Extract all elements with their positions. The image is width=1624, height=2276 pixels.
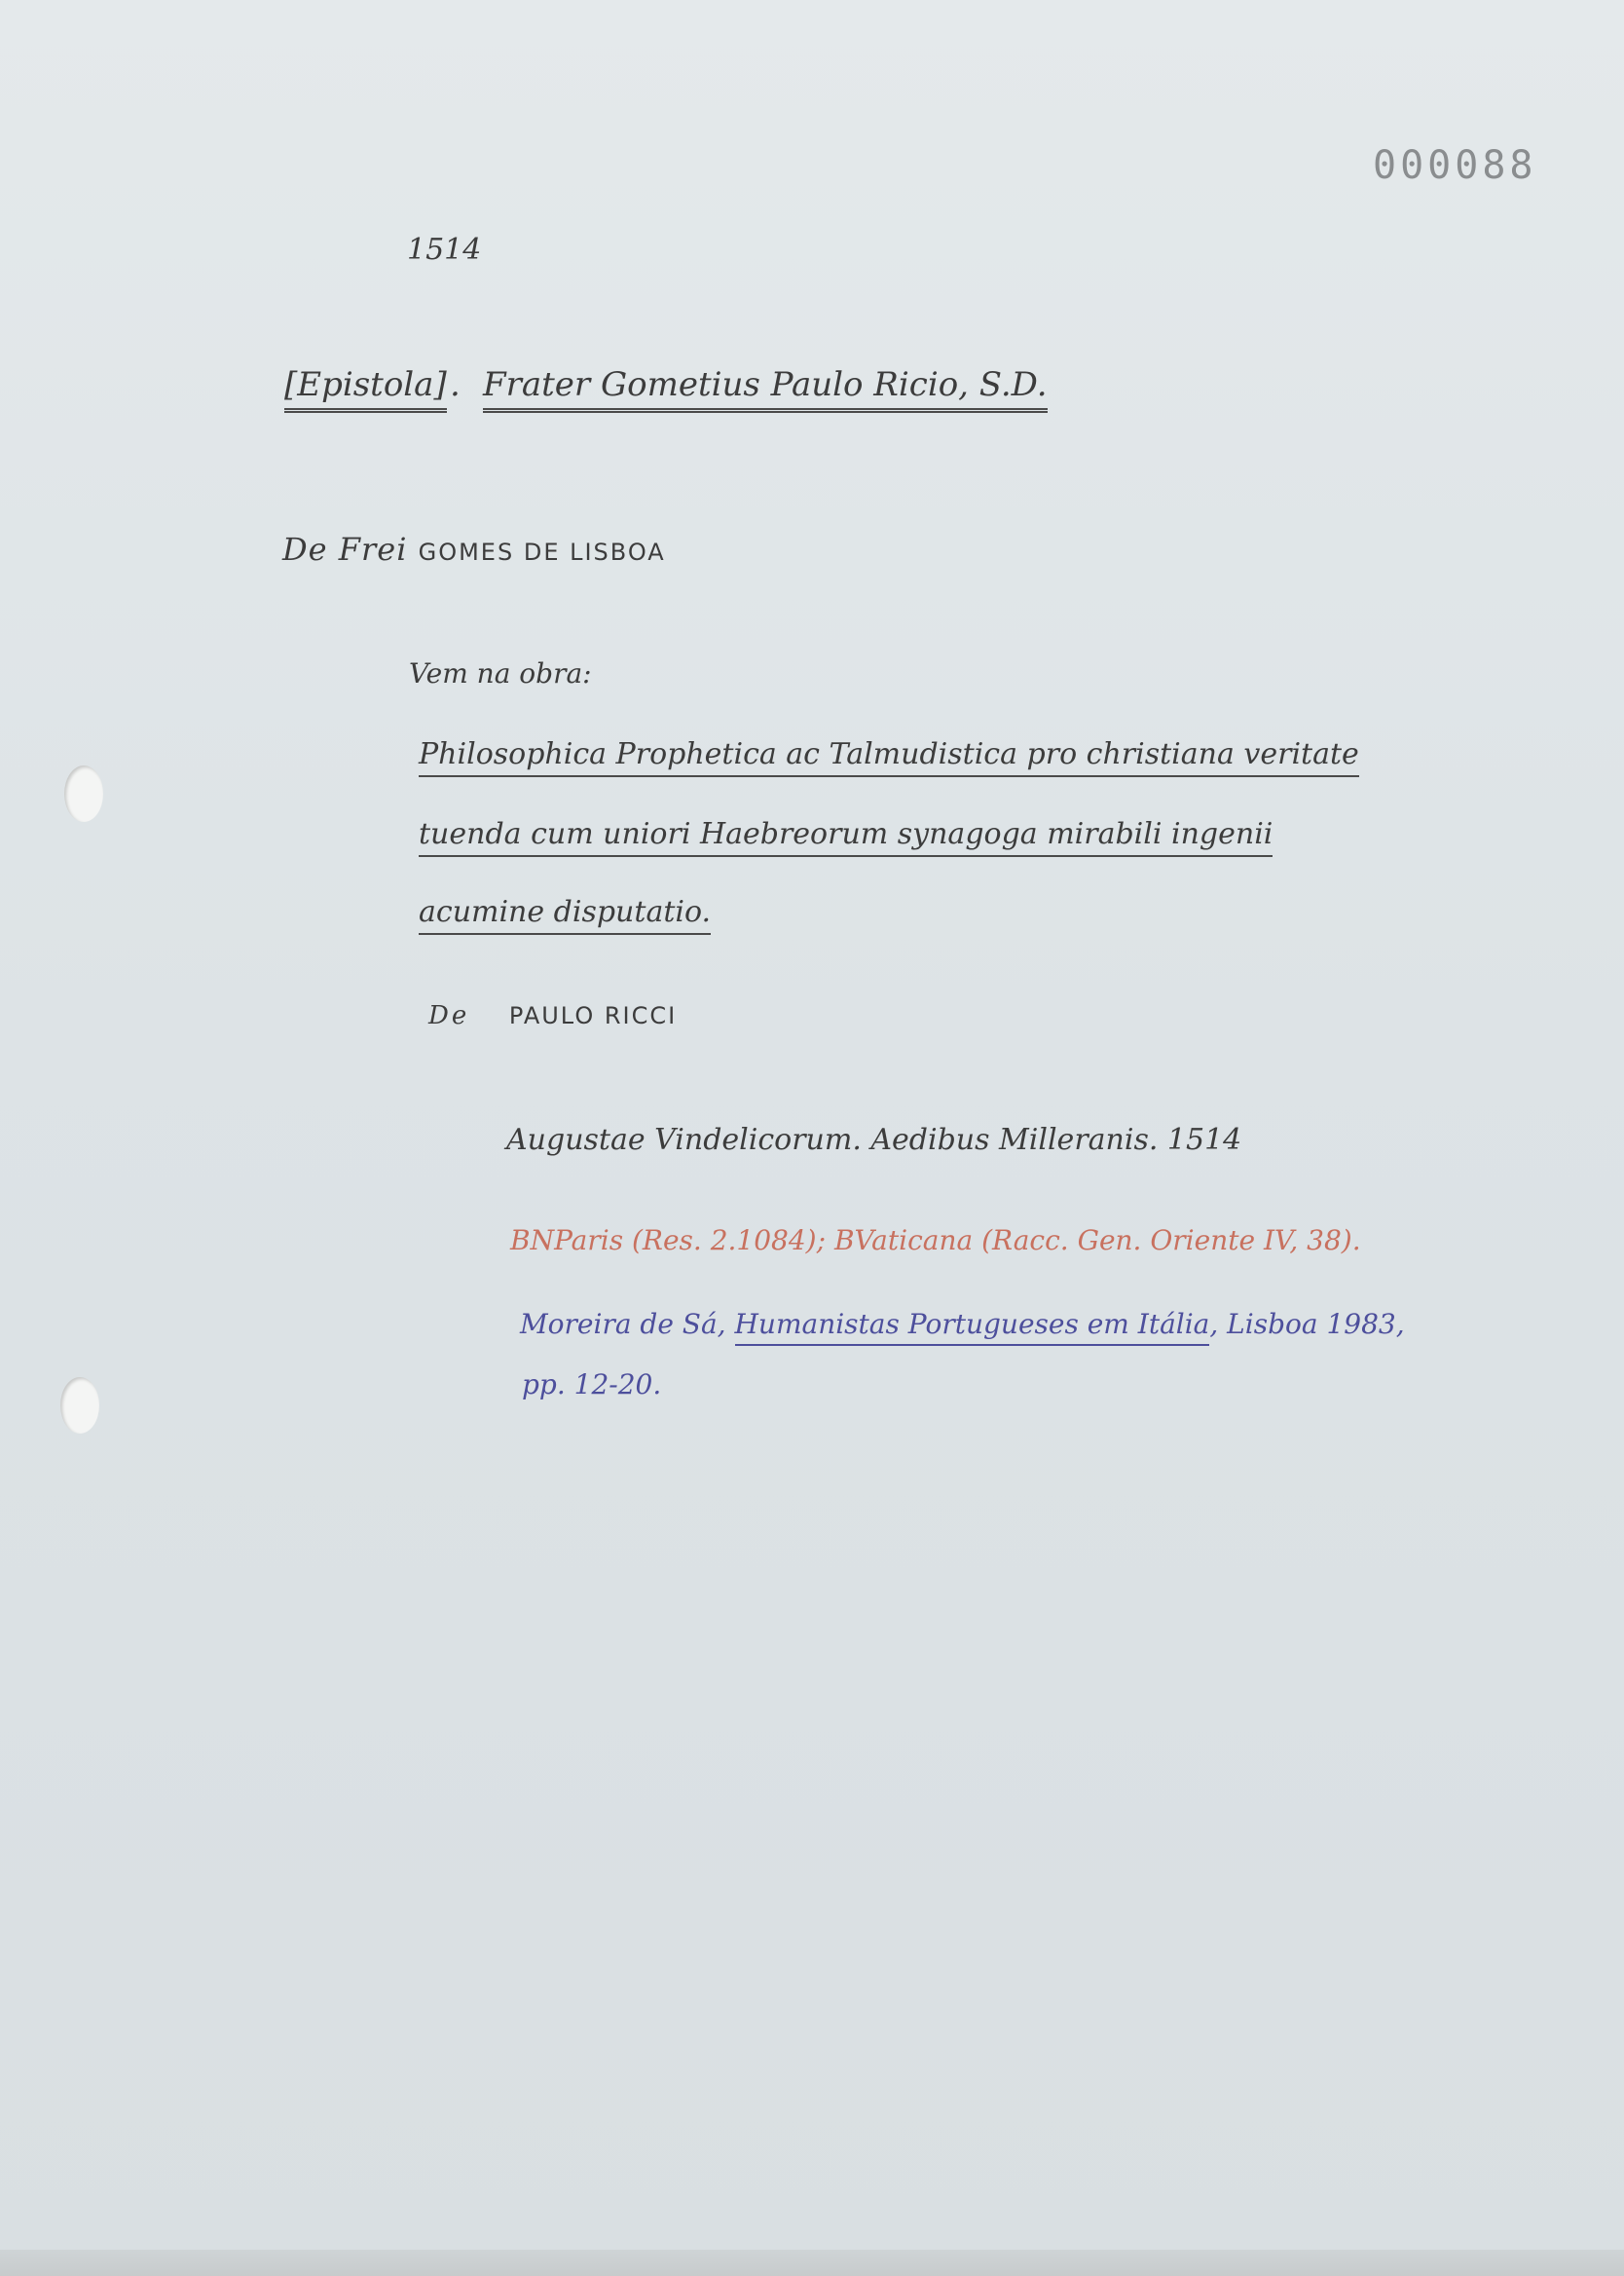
vem-na-obra: Vem na obra: bbox=[409, 657, 592, 690]
work-title-line-2: tuenda cum uniori Haebreorum synagoga mirabili ingenii bbox=[419, 820, 1273, 857]
reference-place-year: , Lisboa 1983, bbox=[1209, 1308, 1405, 1340]
heading-epistola bbox=[284, 365, 447, 404]
imprint: Augustae Vindelicorum. Aedibus Milleranis. 1514 bbox=[506, 1123, 1242, 1157]
work-author-line bbox=[428, 1003, 677, 1028]
stamp-number: 000088 bbox=[1373, 143, 1537, 188]
holdings-note: BNParis (Res. 2.1084); BVaticana (Racc. Gen. Oriente IV, 38). bbox=[510, 1224, 1361, 1256]
scan-edge bbox=[0, 2250, 1624, 2276]
reference-title: Humanistas Portugueses em Itália bbox=[735, 1308, 1210, 1346]
heading-title bbox=[483, 365, 1048, 404]
epistola-tag: [Epistola] bbox=[284, 365, 447, 413]
punch-hole-bottom bbox=[60, 1377, 99, 1434]
reference-line-1 bbox=[520, 1308, 1405, 1340]
heading-title-text: Frater Gometius Paulo Ricio, S.D. bbox=[483, 365, 1048, 413]
work-title-line-3: acumine disputatio. bbox=[419, 898, 711, 935]
work-title-line-1: Philosophica Prophetica ac Talmudistica pro christiana veritate bbox=[419, 740, 1359, 777]
reference-author: Moreira de Sá, bbox=[520, 1308, 735, 1340]
work-author-prefix: De bbox=[428, 1001, 470, 1030]
author-name: GOMES DE LISBOA bbox=[418, 539, 666, 566]
author-line bbox=[282, 531, 666, 568]
author-prefix: De Frei bbox=[282, 531, 408, 568]
reference-pages: pp. 12-20. bbox=[522, 1368, 662, 1400]
heading-separator: . bbox=[450, 365, 461, 404]
work-author-name: PAULO RICCI bbox=[508, 1002, 678, 1029]
year-label: 1514 bbox=[407, 233, 482, 267]
punch-hole-top bbox=[64, 765, 103, 822]
